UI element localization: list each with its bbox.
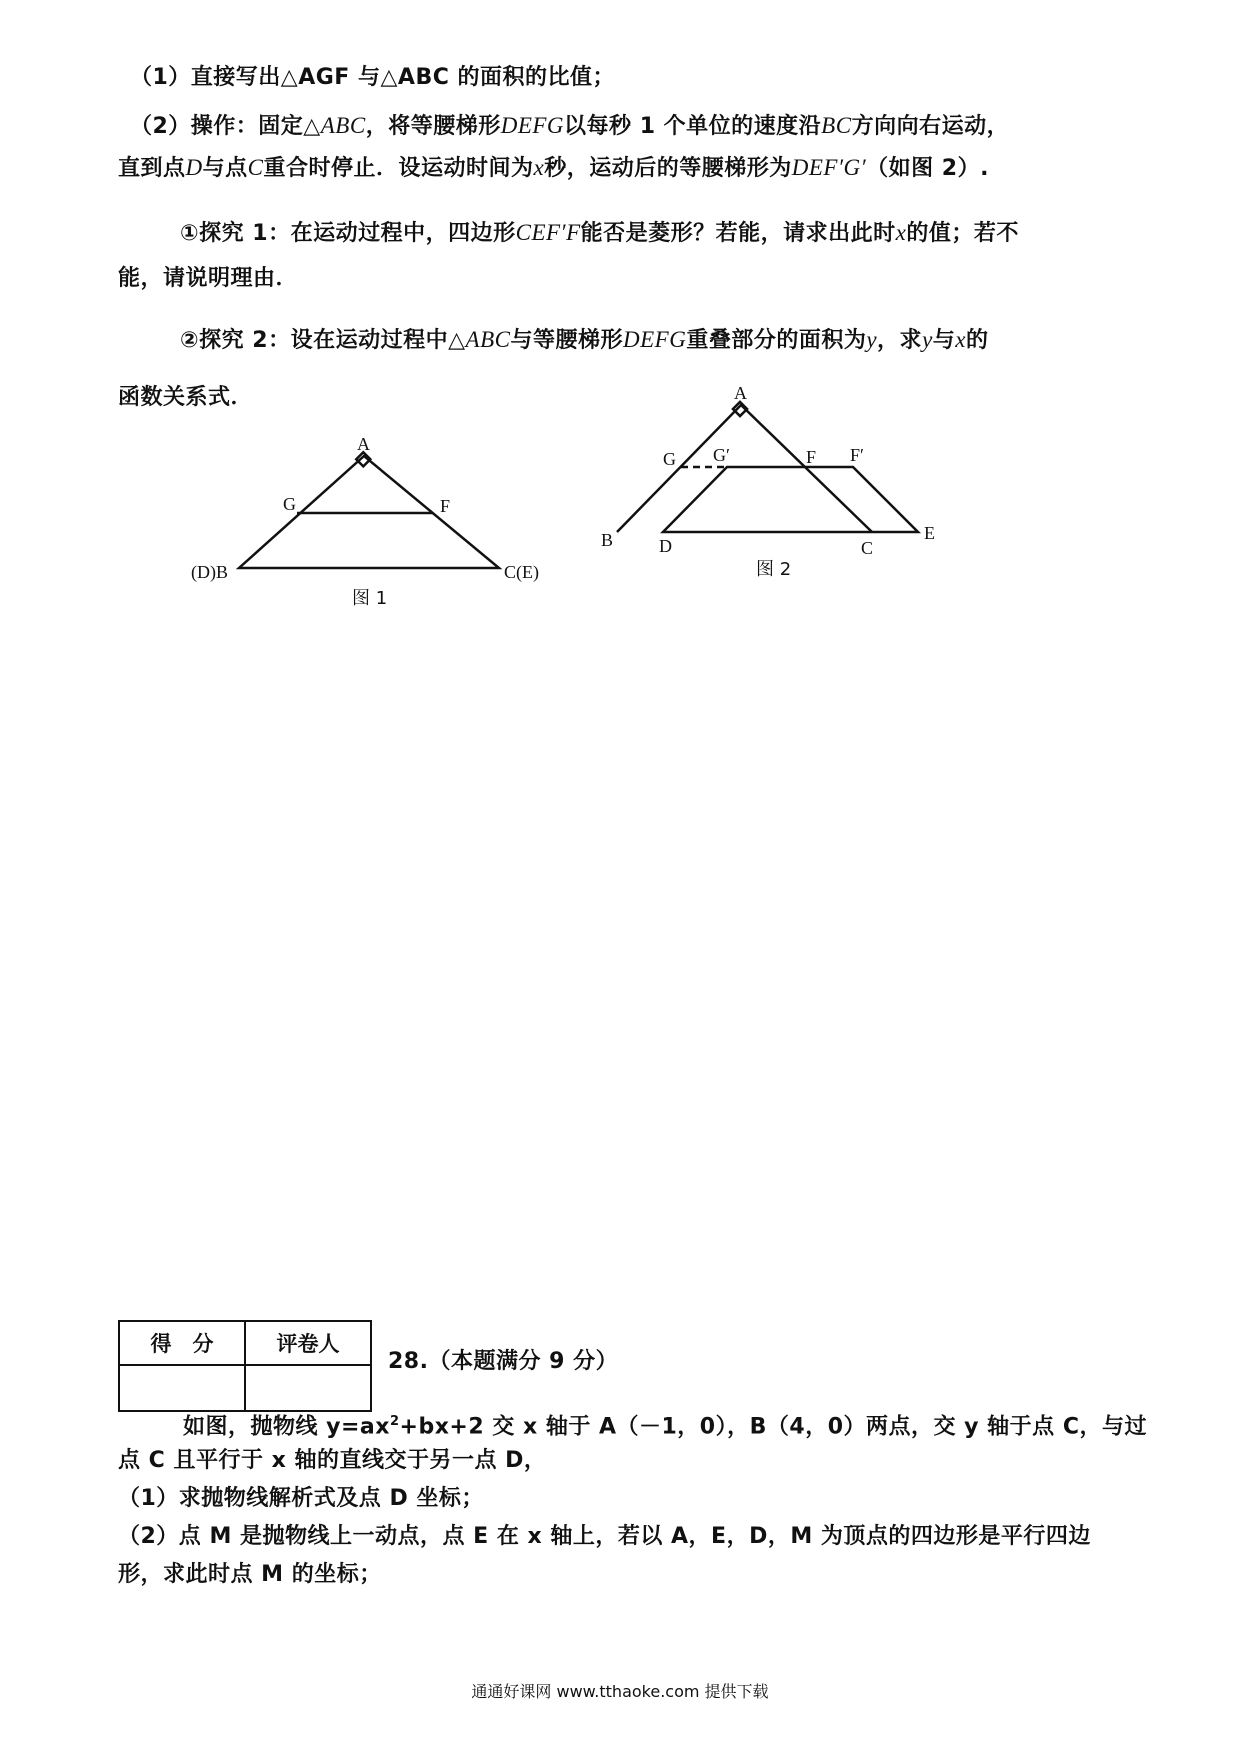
fig1-label-db: (D)B xyxy=(191,562,228,582)
fig2-label-f: F xyxy=(806,447,817,467)
q28-part2-line2: 形，求此时点 M 的坐标； xyxy=(118,1562,382,1587)
fig2-label-gprime: G′ xyxy=(713,445,730,465)
score-table xyxy=(118,1320,372,1412)
q27-part2-line1: （2）操作：固定△ABC，将等腰梯形DEFG以每秒 1 个单位的速度沿BC方向向右运动， xyxy=(130,113,1010,139)
fig2-label-b: B xyxy=(601,530,614,550)
q27-explore1-line2: 能，请说明理由． xyxy=(118,266,299,291)
fig1-label-f: F xyxy=(440,496,451,516)
q28-intro-line2: 点 C 且平行于 x 轴的直线交于另一点 D， xyxy=(118,1448,547,1473)
fig2-label-g: G xyxy=(663,449,676,469)
q27-part1: （1）直接写出△AGF 与△ABC 的面积的比值； xyxy=(130,65,616,90)
fig2-triangle-abc xyxy=(617,405,872,532)
fig1-label-a: A xyxy=(357,434,370,454)
fig2-trapezoid-defprimegprime xyxy=(663,467,918,532)
fig2-caption: 图 2 xyxy=(756,559,792,580)
fig1-label-g: G xyxy=(283,494,296,514)
fig2-label-e: E xyxy=(924,523,935,543)
q27-explore1-line1: ①探究 1：在运动过程中，四边形CEF′F能否是菱形？若能，请求出此时x的值；若不 xyxy=(180,220,1019,246)
q28-part2-line1: （2）点 M 是抛物线上一动点，点 E 在 x 轴上，若以 A，E，D，M 为顶点的四边形是平行四边 xyxy=(118,1524,1091,1549)
fig2-label-fprime: F′ xyxy=(850,445,864,465)
q27-explore2-line1: ②探究 2：设在运动过程中△ABC与等腰梯形DEFG重叠部分的面积为y，求y与x的 xyxy=(180,327,989,353)
score-header: 得 分 xyxy=(119,1321,245,1365)
fig1-caption: 图 1 xyxy=(352,588,388,609)
fig2-label-c: C xyxy=(861,538,874,558)
figure-1 xyxy=(239,452,499,568)
fig1-label-ce: C(E) xyxy=(504,562,539,582)
q28-part1: （1）求抛物线解析式及点 D 坐标； xyxy=(118,1486,484,1511)
fig2-label-a: A xyxy=(734,383,747,403)
score-cell[interactable] xyxy=(119,1365,245,1411)
q28-heading: 28.（本题满分 9 分） xyxy=(388,1349,619,1374)
q28-intro-line1: 如图，抛物线 $y=ax^2+bx+2$ 交 x 轴于 A（－1，0），B（4，0）两点，交 y 轴于点 C，与过 xyxy=(183,1414,1147,1440)
q27-part2-line2: 直到点D与点C重合时停止．设运动时间为x秒，运动后的等腰梯形为DEF′G′（如图 2）. xyxy=(118,155,989,181)
fig2-label-d: D xyxy=(659,536,672,556)
page-footer: 通通好课网 www.tthaoke.com 提供下载 xyxy=(471,1682,769,1701)
grader-cell[interactable] xyxy=(245,1365,371,1411)
q27-explore2-line2: 函数关系式． xyxy=(118,385,254,410)
grader-header: 评卷人 xyxy=(245,1321,371,1365)
figures xyxy=(0,0,1240,640)
